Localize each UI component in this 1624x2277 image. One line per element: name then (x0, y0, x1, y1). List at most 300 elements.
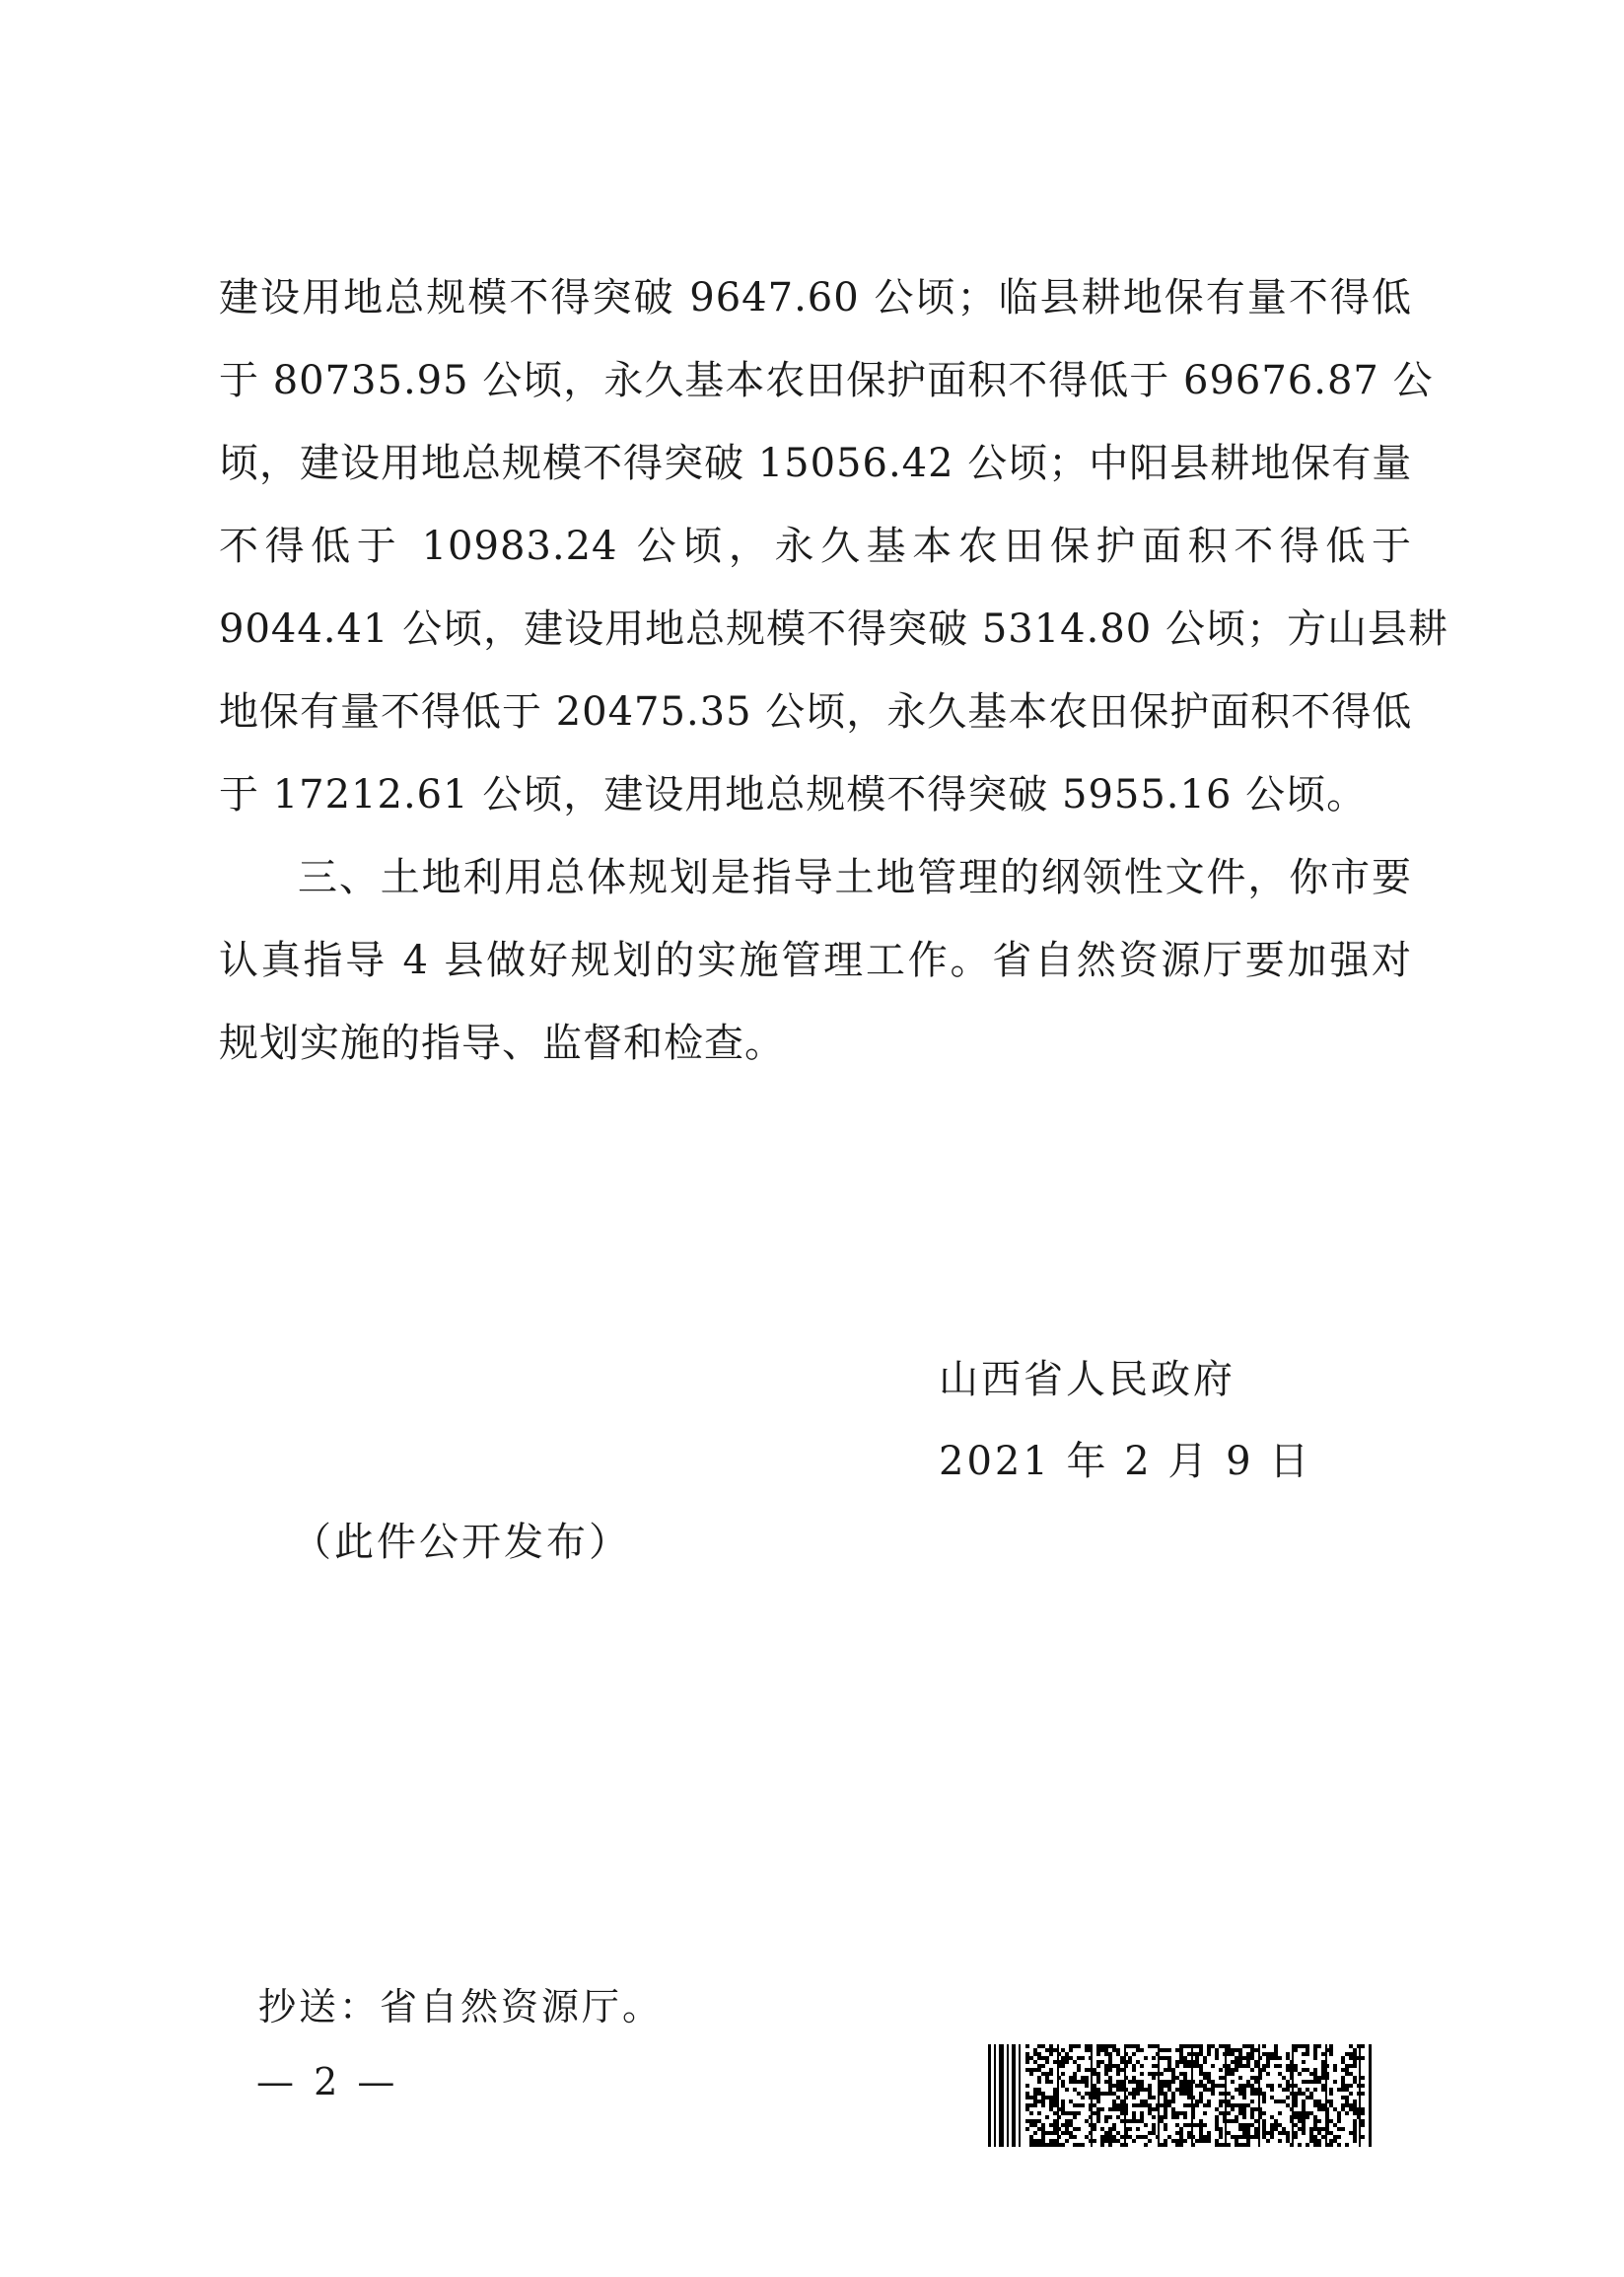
barcode-cell (1294, 2111, 1298, 2115)
barcode-cell (1120, 2056, 1124, 2060)
barcode-cell (1093, 2072, 1096, 2076)
barcode-cell (1093, 2111, 1096, 2115)
barcode-cell (1029, 2123, 1033, 2127)
barcode-cell (1116, 2072, 1120, 2076)
barcode-cell (1136, 2044, 1140, 2048)
barcode-cell (1262, 2096, 1266, 2099)
barcode-cell (1282, 2131, 1286, 2135)
barcode-cell (1345, 2103, 1349, 2107)
barcode-cell (1353, 2099, 1357, 2103)
barcode-cell (1309, 2096, 1313, 2099)
barcode-cell (1341, 2068, 1345, 2072)
barcode-cell (1294, 2096, 1298, 2099)
barcode-cell (1349, 2084, 1353, 2088)
barcode-cell (1061, 2080, 1065, 2084)
barcode-cell (1246, 2123, 1250, 2127)
barcode-cell (1164, 2103, 1167, 2107)
barcode-cell (1341, 2060, 1345, 2064)
barcode-cell (1041, 2096, 1045, 2099)
barcode-cell (1321, 2052, 1325, 2056)
barcode-cell (1183, 2084, 1187, 2088)
barcode-cell (1238, 2048, 1242, 2052)
barcode-cell (1227, 2111, 1231, 2115)
cc-line: 抄送：省自然资源厅。 (258, 1985, 664, 2028)
barcode-cell (1175, 2123, 1179, 2127)
barcode-cell (1073, 2143, 1077, 2147)
barcode-cell (1294, 2103, 1298, 2107)
barcode-cell (1037, 2092, 1041, 2096)
barcode-cell (1211, 2044, 1215, 2048)
barcode-cell (1148, 2107, 1152, 2111)
barcode-separator (1359, 2044, 1361, 2147)
issue-date: 2021 年 2 月 9 日 (939, 1439, 1312, 1484)
barcode-cell (1093, 2139, 1096, 2143)
barcode-cell (1199, 2064, 1203, 2068)
barcode-cell (1345, 2096, 1349, 2099)
barcode-cell (1302, 2099, 1306, 2103)
barcode-cell (1235, 2048, 1238, 2052)
barcode-cell (1294, 2099, 1298, 2103)
barcode-cell (1242, 2064, 1246, 2068)
barcode-cell (1081, 2096, 1085, 2099)
barcode-cell (1215, 2084, 1219, 2088)
barcode-cell (1108, 2068, 1112, 2072)
barcode-cell (1270, 2131, 1274, 2135)
barcode-cell (1353, 2131, 1357, 2135)
barcode-cell (1215, 2107, 1219, 2111)
barcode-cell (1183, 2088, 1187, 2092)
barcode-cell (1274, 2099, 1278, 2103)
barcode-cell (1254, 2131, 1258, 2135)
barcode-cell (1329, 2088, 1333, 2092)
barcode-cell (1037, 2099, 1041, 2103)
barcode-cell (1250, 2052, 1254, 2056)
barcode-cell (1219, 2135, 1223, 2139)
barcode-cell (1199, 2092, 1203, 2096)
barcode-cell (1136, 2060, 1140, 2064)
barcode-cell (1238, 2127, 1242, 2131)
barcode-cell (1207, 2139, 1211, 2143)
barcode-cell (1313, 2115, 1317, 2119)
barcode-cell (1262, 2099, 1266, 2103)
barcode-cell (1029, 2103, 1033, 2107)
barcode-cell (1246, 2127, 1250, 2131)
barcode-cell (1203, 2111, 1207, 2115)
barcode-cell (1227, 2044, 1231, 2048)
barcode-cell (1175, 2143, 1179, 2147)
barcode-cell (1065, 2060, 1069, 2064)
barcode-cell (1242, 2111, 1246, 2115)
barcode-cell (1179, 2143, 1183, 2147)
barcode-cell (1128, 2080, 1132, 2084)
barcode-cell (1329, 2092, 1333, 2096)
barcode-cell (1313, 2080, 1317, 2084)
barcode-cell (1033, 2060, 1037, 2064)
barcode-cell (1306, 2068, 1309, 2072)
barcode-cell (1171, 2107, 1175, 2111)
barcode-cell (1207, 2088, 1211, 2092)
barcode-cell (1140, 2064, 1144, 2068)
barcode-cell (1171, 2076, 1175, 2080)
barcode-cell (1183, 2080, 1187, 2084)
barcode-cell (1337, 2127, 1341, 2131)
barcode-cell (1096, 2099, 1100, 2103)
barcode-cell (1132, 2064, 1136, 2068)
barcode-cell (1250, 2044, 1254, 2048)
barcode-cell (1254, 2119, 1258, 2123)
barcode-cell (1278, 2099, 1282, 2103)
barcode-cell (1278, 2111, 1282, 2115)
barcode-cell (1179, 2088, 1183, 2092)
barcode-cell (1211, 2064, 1215, 2068)
barcode-cell (1096, 2048, 1100, 2052)
barcode-cell (1187, 2123, 1191, 2127)
barcode-cell (1104, 2052, 1108, 2056)
barcode-cell (1171, 2068, 1175, 2072)
barcode-cell (1183, 2072, 1187, 2076)
barcode-cell (1104, 2139, 1108, 2143)
barcode-cell (1179, 2044, 1183, 2048)
barcode-cell (1329, 2139, 1333, 2143)
barcode-cell (1274, 2048, 1278, 2052)
barcode-cell (1246, 2052, 1250, 2056)
barcode-cell (1215, 2139, 1219, 2143)
barcode-cell (1053, 2088, 1057, 2092)
barcode-cell (1116, 2115, 1120, 2119)
barcode-cell (1274, 2064, 1278, 2068)
barcode-cell (1278, 2064, 1282, 2068)
barcode-cell (1207, 2052, 1211, 2056)
barcode-cell (1199, 2123, 1203, 2127)
barcode-cell (1341, 2103, 1345, 2107)
barcode-cell (1203, 2060, 1207, 2064)
barcode-cell (1203, 2123, 1207, 2127)
barcode-cell (1313, 2103, 1317, 2107)
barcode-cell (1302, 2131, 1306, 2135)
barcode-cell (1278, 2123, 1282, 2127)
barcode-cell (1164, 2115, 1167, 2119)
barcode-cell (1085, 2084, 1089, 2088)
barcode-cell (1096, 2080, 1100, 2084)
body-line-4: 不得低于 10983.24 公顷，永久基本农田保护面积不得低于 (219, 524, 1412, 569)
barcode-cell (1309, 2139, 1313, 2143)
barcode-cell (1085, 2135, 1089, 2139)
barcode-cell (1227, 2064, 1231, 2068)
barcode-cell (1164, 2080, 1167, 2084)
barcode-cell (1116, 2088, 1120, 2092)
barcode-cell (1128, 2127, 1132, 2131)
barcode-cell (1183, 2139, 1187, 2143)
barcode-cell (1108, 2092, 1112, 2096)
barcode-cell (1132, 2103, 1136, 2107)
barcode-cell (1361, 2111, 1365, 2115)
barcode-cell (1231, 2119, 1235, 2123)
barcode-cell (1128, 2056, 1132, 2060)
barcode-cell (1302, 2107, 1306, 2111)
barcode-cell (1341, 2127, 1345, 2131)
barcode-cell (1179, 2131, 1183, 2135)
barcode-cell (1321, 2076, 1325, 2080)
barcode-cell (1187, 2084, 1191, 2088)
barcode-cell (1317, 2119, 1321, 2123)
barcode-cell (1306, 2048, 1309, 2052)
barcode-cell (1195, 2056, 1199, 2060)
barcode-cell (1033, 2068, 1037, 2072)
barcode-cell (1085, 2048, 1089, 2052)
barcode-cell (1227, 2103, 1231, 2107)
barcode-cell (1167, 2103, 1171, 2107)
barcode-cell (1120, 2119, 1124, 2123)
barcode-cell (1286, 2131, 1290, 2135)
barcode-cell (1254, 2080, 1258, 2084)
barcode-cell (1187, 2060, 1191, 2064)
barcode-cell (1187, 2052, 1191, 2056)
barcode-cell (1112, 2099, 1116, 2103)
barcode-cell (1041, 2127, 1045, 2131)
barcode-cell (1041, 2123, 1045, 2127)
barcode-cell (1235, 2056, 1238, 2060)
barcode-cell (1108, 2056, 1112, 2060)
barcode-cell (1140, 2099, 1144, 2103)
barcode-cell (1037, 2111, 1041, 2115)
barcode-cell (1199, 2127, 1203, 2131)
barcode-cell (1302, 2068, 1306, 2072)
barcode-cell (1345, 2068, 1349, 2072)
barcode-cell (1250, 2076, 1254, 2080)
barcode-cell (1136, 2080, 1140, 2084)
barcode-cell (1298, 2111, 1302, 2115)
barcode-cell (1069, 2056, 1073, 2060)
barcode-cell (1045, 2080, 1049, 2084)
barcode-cell (1108, 2107, 1112, 2111)
barcode-cell (1266, 2060, 1270, 2064)
barcode-cell (1302, 2052, 1306, 2056)
barcode-cell (1120, 2084, 1124, 2088)
barcode-cell (1341, 2076, 1345, 2080)
barcode-cell (1207, 2080, 1211, 2084)
barcode-cell (1160, 2056, 1164, 2060)
barcode-separator (1191, 2044, 1193, 2147)
barcode-cell (1116, 2131, 1120, 2135)
barcode-cell (1108, 2127, 1112, 2131)
barcode-cell (1120, 2088, 1124, 2092)
barcode-cell (1053, 2139, 1057, 2143)
barcode-cell (1203, 2084, 1207, 2088)
barcode-cell (1077, 2092, 1081, 2096)
barcode-cell (1329, 2143, 1333, 2147)
barcode-cell (1112, 2103, 1116, 2107)
barcode-cell (1313, 2099, 1317, 2103)
barcode-cell (1313, 2127, 1317, 2131)
barcode-cell (1278, 2131, 1282, 2135)
barcode-cell (1207, 2044, 1211, 2048)
barcode-cell (1270, 2123, 1274, 2127)
barcode-cell (1081, 2056, 1085, 2060)
barcode-cell (1077, 2080, 1081, 2084)
barcode-cell (1270, 2088, 1274, 2092)
barcode-cell (1065, 2123, 1069, 2127)
barcode-cell (1242, 2056, 1246, 2060)
barcode-cell (1321, 2072, 1325, 2076)
barcode-cell (1160, 2088, 1164, 2092)
barcode-cell (1061, 2123, 1065, 2127)
barcode-cell (1250, 2099, 1254, 2103)
barcode-cell (1144, 2143, 1148, 2147)
barcode-cell (1321, 2088, 1325, 2092)
barcode-cell (1179, 2072, 1183, 2076)
barcode-cell (1045, 2076, 1049, 2080)
barcode-cell (1294, 2044, 1298, 2048)
barcode-cell (1164, 2056, 1167, 2060)
barcode-cell (1037, 2088, 1041, 2092)
body-line-5: 9044.41 公顷，建设用地总规模不得突破 5314.80 公顷；方山县耕 (219, 606, 1448, 652)
barcode-cell (1270, 2096, 1274, 2099)
barcode-cell (1081, 2103, 1085, 2107)
barcode-cell (1171, 2099, 1175, 2103)
barcode-cell (1108, 2060, 1112, 2064)
barcode-cell (1361, 2119, 1365, 2123)
barcode-cell (1164, 2111, 1167, 2115)
barcode-cell (1140, 2072, 1144, 2076)
barcode-cell (1136, 2088, 1140, 2092)
barcode-cell (1069, 2080, 1073, 2084)
barcode-cell (1246, 2135, 1250, 2139)
barcode-cell (1215, 2056, 1219, 2060)
barcode-cell (1183, 2044, 1187, 2048)
barcode-cell (1045, 2072, 1049, 2076)
barcode-cell (1235, 2139, 1238, 2143)
barcode-cell (1132, 2068, 1136, 2072)
barcode-cell (1266, 2131, 1270, 2135)
barcode-cell (1321, 2060, 1325, 2064)
barcode-cell (1349, 2131, 1353, 2135)
barcode-cell (1073, 2115, 1077, 2119)
barcode-cell (1029, 2111, 1033, 2115)
barcode-cell (1250, 2135, 1254, 2139)
barcode-cell (1041, 2103, 1045, 2107)
barcode-cell (1211, 2088, 1215, 2092)
barcode-cell (1219, 2143, 1223, 2147)
barcode-cell (1215, 2143, 1219, 2147)
barcode-cell (1262, 2123, 1266, 2127)
barcode-cell (1053, 2060, 1057, 2064)
barcode-cell (1195, 2044, 1199, 2048)
barcode-cell (1302, 2044, 1306, 2048)
barcode-cell (1242, 2123, 1246, 2127)
barcode-cell (1349, 2052, 1353, 2056)
barcode-cell (1250, 2084, 1254, 2088)
barcode-cell (1132, 2080, 1136, 2084)
barcode-cell (1171, 2139, 1175, 2143)
barcode-cell (1262, 2044, 1266, 2048)
barcode-cell (1211, 2092, 1215, 2096)
barcode-cell (1160, 2119, 1164, 2123)
barcode-cell (1175, 2088, 1179, 2092)
barcode-cell (1286, 2056, 1290, 2060)
barcode-cell (1164, 2127, 1167, 2131)
barcode-cell (1116, 2103, 1120, 2107)
barcode-cell (1187, 2080, 1191, 2084)
barcode-cell (1175, 2131, 1179, 2135)
barcode-cell (1274, 2056, 1278, 2060)
barcode-cell (1195, 2099, 1199, 2103)
barcode-cell (1112, 2123, 1116, 2127)
barcode-cell (1167, 2064, 1171, 2068)
barcode-cell (1353, 2056, 1357, 2060)
barcode-cell (1294, 2115, 1298, 2119)
barcode-cell (1250, 2123, 1254, 2127)
barcode-cell (1148, 2111, 1152, 2115)
barcode-cell (1136, 2092, 1140, 2096)
barcode-cell (1329, 2052, 1333, 2056)
barcode-cell (1286, 2068, 1290, 2072)
barcode-cell (1029, 2135, 1033, 2139)
barcode-cell (1195, 2103, 1199, 2107)
barcode-cell (1132, 2119, 1136, 2123)
barcode-cell (1108, 2131, 1112, 2135)
barcode-cell (1112, 2044, 1116, 2048)
barcode-cell (1183, 2092, 1187, 2096)
barcode-cell (1219, 2076, 1223, 2080)
barcode-cell (1077, 2103, 1081, 2107)
barcode-cell (1164, 2048, 1167, 2052)
barcode-cell (1313, 2135, 1317, 2139)
barcode-cell (1238, 2088, 1242, 2092)
barcode-cell (1183, 2056, 1187, 2060)
barcode-cell (1294, 2084, 1298, 2088)
barcode-cell (1120, 2143, 1124, 2147)
barcode-cell (1227, 2068, 1231, 2072)
barcode-cell (1104, 2119, 1108, 2123)
barcode-cell (1049, 2096, 1053, 2099)
barcode-cell (1215, 2115, 1219, 2119)
barcode-cell (1081, 2076, 1085, 2080)
barcode-cell (1160, 2092, 1164, 2096)
barcode-cell (1112, 2135, 1116, 2139)
barcode-cell (1152, 2107, 1156, 2111)
barcode-cell (1108, 2044, 1112, 2048)
body-paragraph-3-line-2: 认真指导 4 县做好规划的实施管理工作。省自然资源厅要加强对 (219, 938, 1412, 983)
barcode-cell (1045, 2143, 1049, 2147)
barcode-cell (1254, 2076, 1258, 2080)
barcode-cell (1294, 2135, 1298, 2139)
barcode-cell (1187, 2064, 1191, 2068)
barcode-cell (1167, 2080, 1171, 2084)
barcode-cell (1065, 2131, 1069, 2135)
barcode-cell (1073, 2060, 1077, 2064)
barcode-cell (1096, 2052, 1100, 2056)
barcode-cell (1045, 2131, 1049, 2135)
barcode-cell (1302, 2060, 1306, 2064)
barcode-cell (1207, 2072, 1211, 2076)
barcode-cell (1148, 2139, 1152, 2143)
barcode-cell (1231, 2072, 1235, 2076)
barcode-separator (1124, 2044, 1126, 2147)
barcode-cell (1061, 2056, 1065, 2060)
barcode-cell (1085, 2092, 1089, 2096)
barcode-cell (1120, 2135, 1124, 2139)
barcode-cell (1065, 2111, 1069, 2115)
barcode-cell (1353, 2052, 1357, 2056)
barcode-cell (1321, 2064, 1325, 2068)
barcode-cell (1108, 2139, 1112, 2143)
barcode-cell (1096, 2044, 1100, 2048)
barcode-cell (1227, 2092, 1231, 2096)
barcode-cell (1187, 2135, 1191, 2139)
barcode-cell (1313, 2139, 1317, 2143)
barcode-cell (1144, 2123, 1148, 2127)
barcode-cell (1164, 2123, 1167, 2127)
